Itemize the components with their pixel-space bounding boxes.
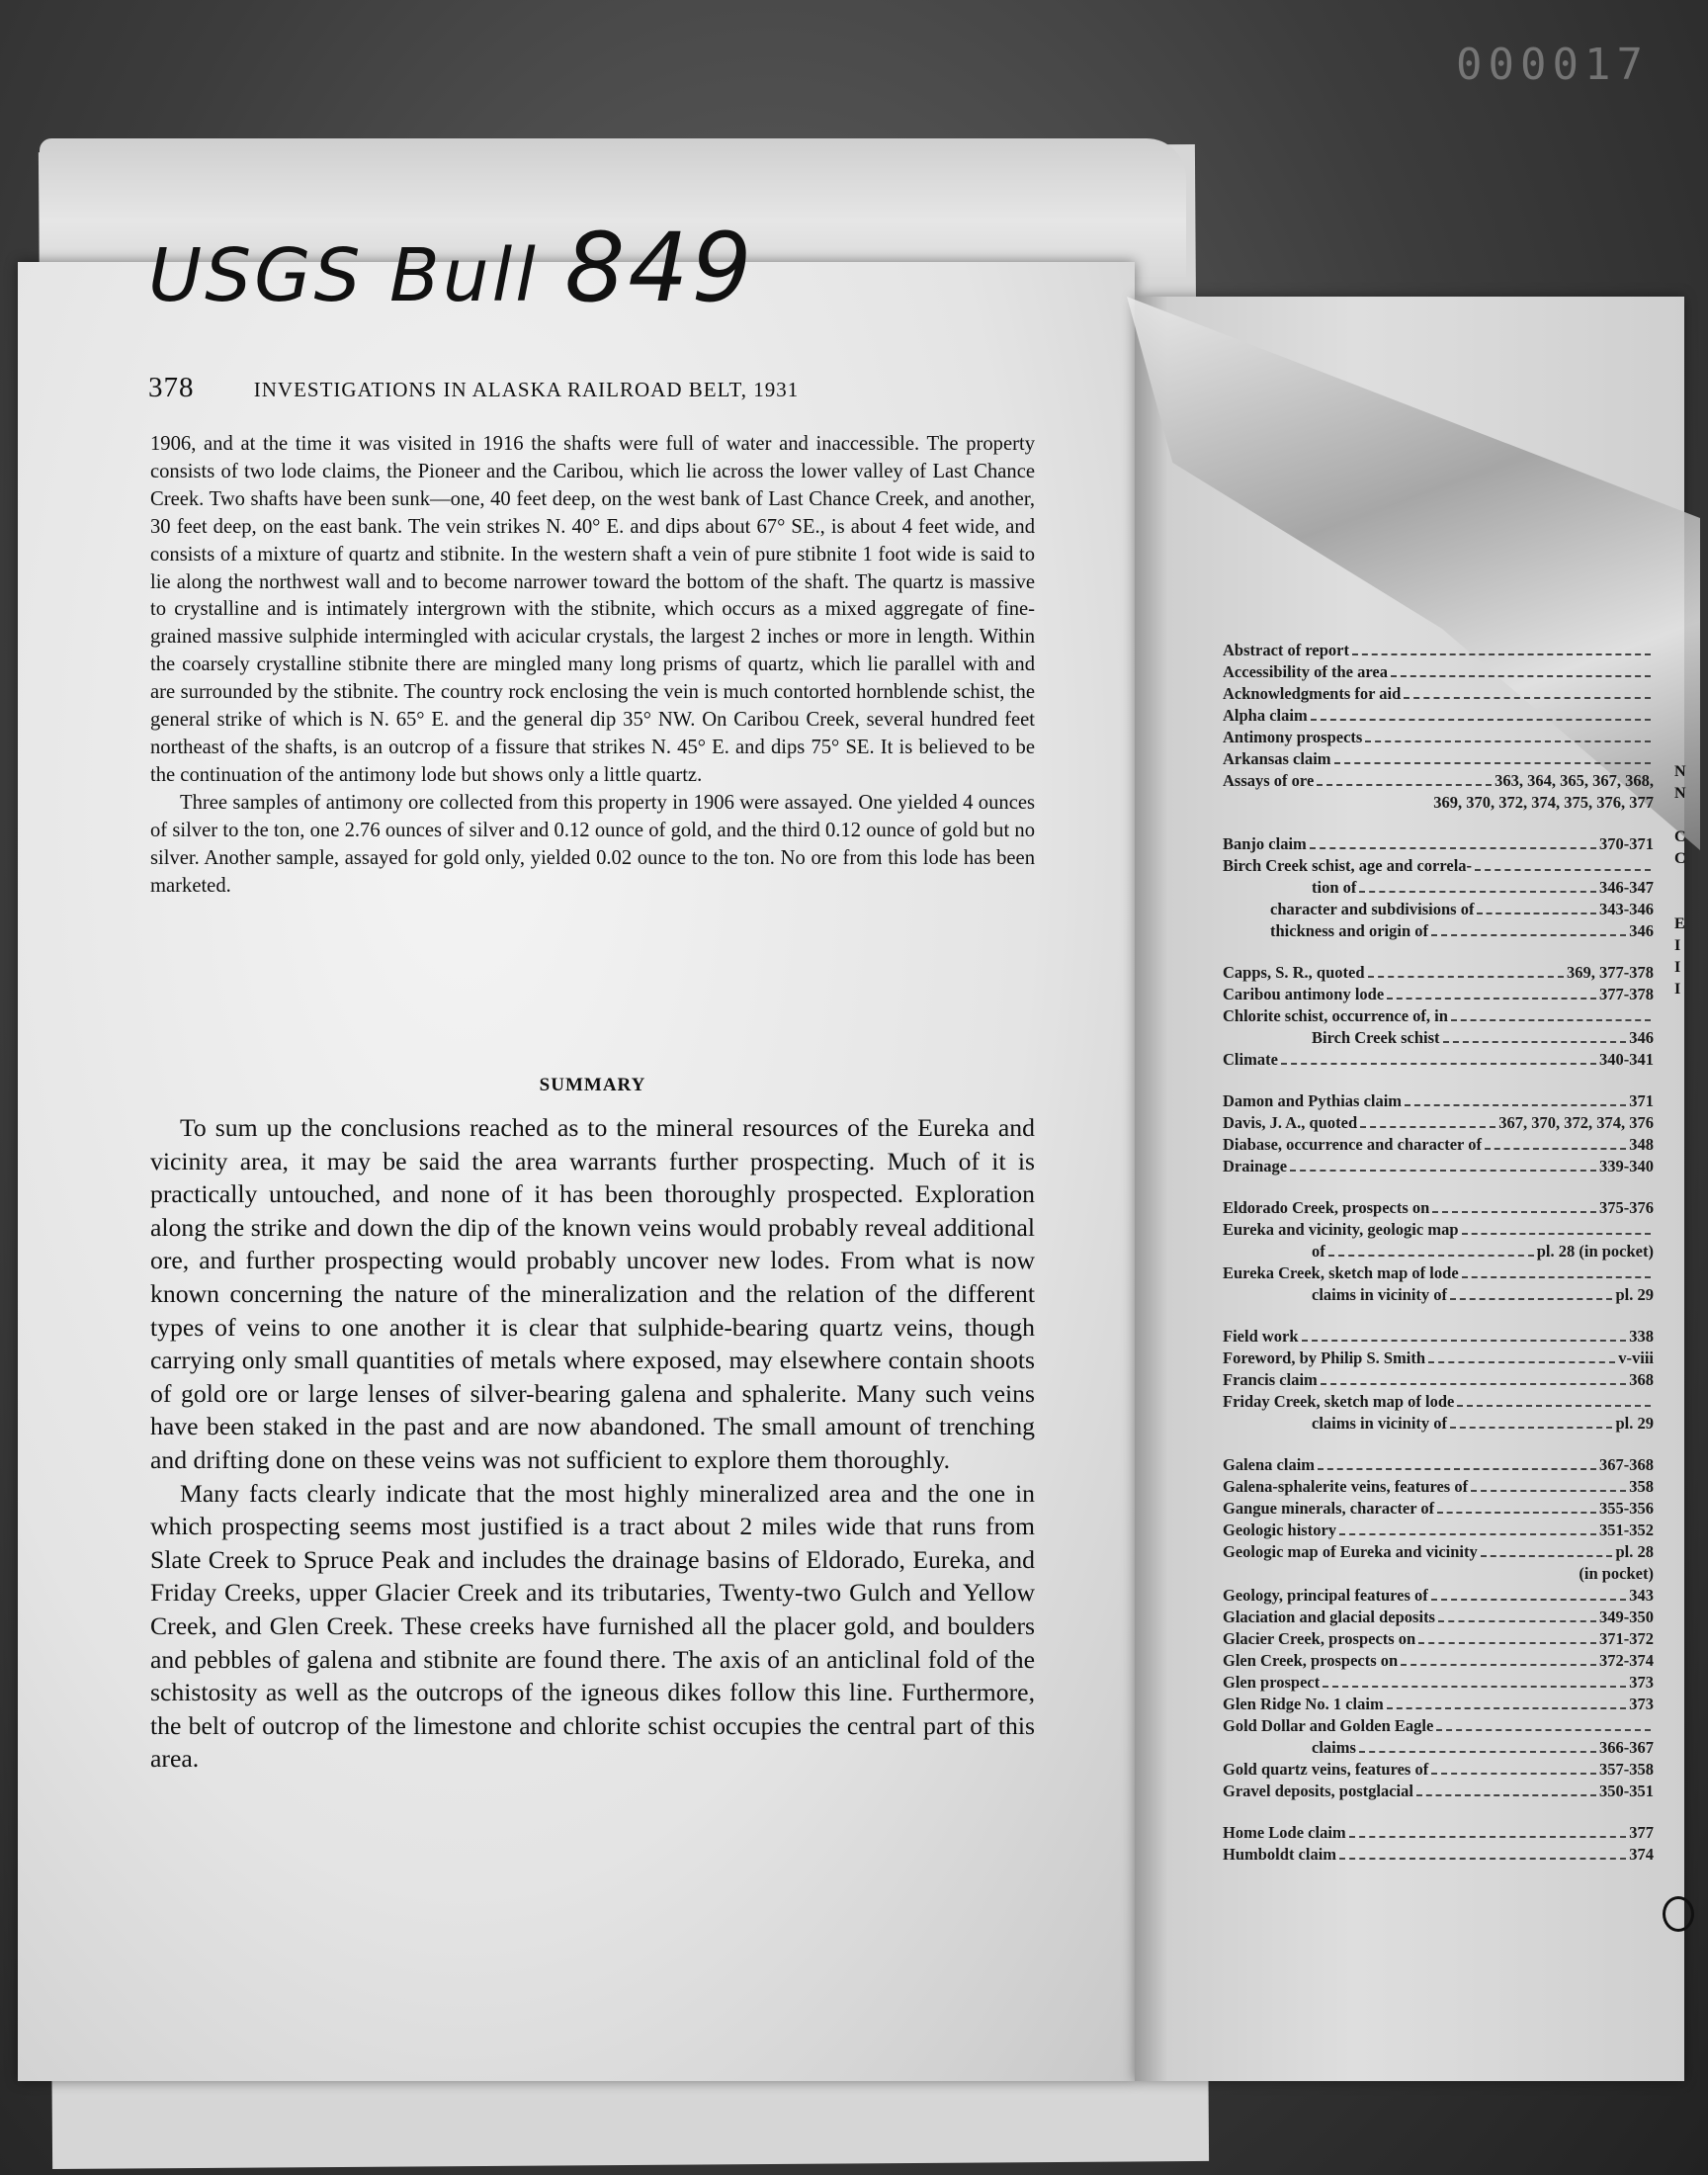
edge-letter: C [1674, 828, 1686, 845]
index-leader-dots [1450, 1298, 1612, 1300]
index-entry [1223, 1542, 1654, 1564]
index-leader-dots [1404, 697, 1651, 699]
index-leader-dots [1401, 1664, 1596, 1666]
index-entry-label: Glen prospect [1223, 1673, 1321, 1692]
index-entry-page: 343-346 [1599, 900, 1654, 918]
index-entry [1223, 1028, 1654, 1050]
index-leader-dots [1471, 1490, 1626, 1492]
index-leader-dots [1359, 891, 1596, 893]
index-entry [1223, 1716, 1654, 1738]
index-group-gap [1223, 815, 1654, 834]
index-entry [1223, 1113, 1654, 1135]
index-entry-page: 373 [1629, 1695, 1654, 1713]
index-entry-page: 338 [1629, 1327, 1654, 1346]
index-entry-label: Gold quartz veins, features of [1223, 1760, 1429, 1779]
index-entry-page: 349-350 [1599, 1608, 1654, 1626]
index-entry [1223, 641, 1654, 662]
index-entry-label: Gold Dollar and Golden Eagle [1223, 1716, 1434, 1735]
index-leader-dots [1485, 1148, 1626, 1150]
index-entry-page: 355-356 [1599, 1499, 1654, 1518]
index-leader-dots [1323, 1686, 1626, 1688]
index-entry [1223, 1348, 1654, 1370]
index-entry [1223, 1586, 1654, 1608]
index-leader-dots [1352, 653, 1651, 655]
index-entry-label: Birch Creek schist, age and correla- [1223, 856, 1473, 875]
index-entry [1223, 1220, 1654, 1242]
cropped-edge-letters [1674, 761, 1686, 1000]
index-entry-page: 340-341 [1599, 1050, 1654, 1069]
index-entry [1223, 1392, 1654, 1414]
edge-letter: I [1674, 959, 1681, 976]
index-entry-label: thickness and origin of [1270, 921, 1428, 940]
index-entry [1223, 1135, 1654, 1157]
index-entry [1223, 1499, 1654, 1521]
running-header [148, 372, 1038, 404]
index-leader-dots [1443, 1041, 1627, 1043]
index-entry [1223, 1782, 1654, 1803]
index-entry-label: tion of [1312, 878, 1357, 897]
index-entry-label: Friday Creek, sketch map of lode [1223, 1392, 1455, 1411]
index-leader-dots [1391, 675, 1651, 677]
index-leader-dots [1428, 1361, 1615, 1363]
index-leader-dots [1321, 1383, 1626, 1385]
index-entry [1223, 1050, 1654, 1072]
index-entry-page: 346-347 [1599, 878, 1654, 897]
index-entry-label: Field work [1223, 1327, 1299, 1346]
index-entry [1223, 900, 1654, 921]
index-entry-label: Galena-sphalerite veins, features of [1223, 1477, 1469, 1496]
edge-letter: I [1674, 981, 1681, 998]
index-leader-dots [1359, 1751, 1596, 1753]
index-entry [1223, 834, 1654, 856]
index-leader-dots [1475, 869, 1651, 871]
index-entry [1223, 1738, 1654, 1760]
index-leader-dots [1339, 1858, 1626, 1860]
index-entry-label: Accessibility of the area [1223, 662, 1388, 681]
body-paragraph: 1906, and at the time it was visited in 1916 the shafts were full of water and inaccessible. The property consists of two lode claims, the Pioneer and the Caribou, which lie across the lower valley of Last Chance Creek. Two shafts have been sunk—one, 40 feet deep, on the west bank of Last Chance Creek, and another, 30 feet deep, on the east bank. The vein strikes N. 40° E. and dips about 67° SE., is about 4 feet wide, and consists of a mixture of quartz and stibnite. In the western shaft a vein of pure stibnite 1 foot wide is said to lie along the northwest wall and to become narrower toward the bottom of the shaft. The quartz is massive to crystalline and is intimately intergrown with the stibnite, which occurs as a mixed aggregate of fine-grained massive sulphide intermingled with acicular crystals, the largest 2 inches or more in length. Within the coarsely crystalline stibnite there are mingled many long prisms of quartz, which lie parallel with and are surrounded by the stibnite. The country rock enclosing the vein is much contorted hornblende schist, the general strike of which is N. 65° E. and the general dip 35° NW. On Caribou Creek, several hundred feet northeast of the shafts, is an outcrop of a fissure that strikes N. 45° E. and dips 75° SE. It is believed to be the continuation of the antimony lode but shows only a little quartz. [150, 433, 1035, 786]
index-leader-dots [1432, 1211, 1596, 1213]
index-leader-dots [1462, 1276, 1651, 1278]
circle-mark [1663, 1896, 1694, 1932]
index-entry [1223, 1285, 1654, 1307]
index-entry-label: Gangue minerals, character of [1223, 1499, 1435, 1518]
index-entry [1223, 1198, 1654, 1220]
index-entry-page: 339-340 [1599, 1157, 1654, 1175]
index-entry-label: Climate [1223, 1050, 1278, 1069]
index-entry [1223, 1242, 1654, 1263]
summary-paragraph: To sum up the conclusions reached as to the mineral resources of the Eureka and vicinity area, it may be said the area warrants further prospecting. Much of it is practically untouched, and none of it has been thoroughly prospected. Exploration along the strike and down the dip of the known veins would probably reveal additional ore, and further prospecting would probably uncover new lodes. From what is now known concerning the nature of the mineralization and the relation of the different types of veins to one another it is clear that sulphide-bearing quartz veins, though carrying only small quantities of metals where exposed, may elsewhere contain shoots of gold ore or large lenses of silver-bearing galena and sphalerite. Many such veins have been staked in the past and are now abandoned. The small amount of trenching and drifting done on these veins was not sufficient to explore them thoroughly. [150, 1113, 1035, 1474]
body-paragraph: Three samples of antimony ore collected from this property in 1906 were assayed. One yielded 4 ounces of silver to the ton, one 2.76 ounces of silver and 0.12 ounce of gold, and the third 0.12 ounce of gold but no silver. Another sample, assayed for gold only, yielded 0.02 ounce to the ton. No ore from this lode has been marketed. [150, 791, 1035, 897]
running-title: INVESTIGATIONS IN ALASKA RAILROAD BELT, 1931 [253, 378, 800, 401]
index-leader-dots [1302, 1340, 1627, 1342]
index-entry-label: Assays of ore [1223, 771, 1315, 790]
index-leader-dots [1365, 740, 1651, 742]
index-entry [1223, 1629, 1654, 1651]
edge-letter: I [1674, 937, 1681, 954]
index-entry-page: 366-367 [1599, 1738, 1654, 1757]
index-entry [1223, 793, 1654, 815]
index-leader-dots [1450, 1427, 1612, 1429]
index-entry [1223, 921, 1654, 943]
index-entry-label: Eureka Creek, sketch map of lode [1223, 1263, 1459, 1282]
index-entry-label: Capps, S. R., quoted [1223, 963, 1365, 982]
index-entry-label: Geologic history [1223, 1521, 1337, 1539]
index-entry-page: 367-368 [1599, 1455, 1654, 1474]
index-entry [1223, 728, 1654, 749]
index-entry-label: Alpha claim [1223, 706, 1308, 725]
index-entry [1223, 1845, 1654, 1867]
index-entry [1223, 1521, 1654, 1542]
index-leader-dots [1317, 784, 1492, 786]
index-leader-dots [1311, 719, 1651, 721]
index-entry-page: 377-378 [1599, 985, 1654, 1003]
index-group-gap [1223, 1803, 1654, 1823]
index-leader-dots [1431, 934, 1626, 936]
index-leader-dots [1462, 1233, 1651, 1235]
index-leader-dots [1457, 1405, 1651, 1407]
index-leader-dots [1431, 1599, 1626, 1601]
index-entry-page: v-viii [1618, 1348, 1654, 1367]
edge-letter: N [1674, 763, 1686, 780]
index-group-gap [1223, 943, 1654, 963]
index-leader-dots [1334, 762, 1651, 764]
index-entry-label: character and subdivisions of [1270, 900, 1475, 918]
index-entry-page: 374 [1629, 1845, 1654, 1864]
handwritten-note-number: 849 [564, 213, 755, 323]
index-group-gap [1223, 1178, 1654, 1198]
index-entry [1223, 1414, 1654, 1436]
section-heading: SUMMARY [539, 1075, 646, 1095]
index-entry [1223, 985, 1654, 1006]
index-entry-label: Home Lode claim [1223, 1823, 1346, 1842]
index-leader-dots [1405, 1104, 1626, 1106]
index-entry-label: Glen Creek, prospects on [1223, 1651, 1399, 1670]
handwritten-note [148, 213, 755, 323]
index-entry-label: Davis, J. A., quoted [1223, 1113, 1358, 1132]
page-number: 378 [148, 372, 195, 403]
index-entry [1223, 771, 1654, 793]
index-entry-label: Caribou antimony lode [1223, 985, 1385, 1003]
index-entry [1223, 1091, 1654, 1113]
index-entry-page: 346 [1629, 1028, 1654, 1047]
summary-text [150, 1111, 1035, 1776]
index-entry-page: 370-371 [1599, 834, 1654, 853]
index-entry-page: pl. 28 (in pocket) [1536, 1242, 1654, 1261]
index-entry [1223, 878, 1654, 900]
index-entry-page: 343 [1629, 1586, 1654, 1605]
index-leader-dots [1290, 1170, 1596, 1172]
index-entry-label: Foreword, by Philip S. Smith [1223, 1348, 1426, 1367]
index-entry-page: 357-358 [1599, 1760, 1654, 1779]
index-entry-page: 358 [1629, 1477, 1654, 1496]
edge-letter: N [1674, 785, 1686, 802]
index-entry-label: Diabase, occurrence and character of [1223, 1135, 1482, 1154]
index-entry-label: Birch Creek schist [1312, 1028, 1440, 1047]
index-entry-label: Damon and Pythias claim [1223, 1091, 1403, 1110]
index-entry [1223, 1157, 1654, 1178]
index-entry-label: Gravel deposits, postglacial [1223, 1782, 1413, 1800]
index-entry-page: 371-372 [1599, 1629, 1654, 1648]
index-leader-dots [1318, 1468, 1596, 1470]
index-entry-page: 368 [1629, 1370, 1654, 1389]
index-entry-label: Francis claim [1223, 1370, 1318, 1389]
index-entry-page: 373 [1629, 1673, 1654, 1692]
index-entry-page: pl. 29 [1615, 1285, 1654, 1304]
index-leader-dots [1281, 1063, 1596, 1065]
index-entry-page: 346 [1629, 921, 1654, 940]
index-entry [1223, 1263, 1654, 1285]
index-entry-page: 351-352 [1599, 1521, 1654, 1539]
index-entry [1223, 1455, 1654, 1477]
index-entry-label: Arkansas claim [1223, 749, 1331, 768]
index-entry-label: claims [1312, 1738, 1356, 1757]
index-leader-dots [1437, 1512, 1596, 1514]
index-leader-dots [1416, 1794, 1596, 1796]
index-leader-dots [1477, 913, 1596, 914]
index-entry [1223, 1608, 1654, 1629]
index-entry [1223, 1564, 1654, 1586]
edge-letter [1674, 892, 1686, 914]
body-text [150, 431, 1035, 900]
index-entry [1223, 1760, 1654, 1782]
index-entry-page: pl. 28 [1615, 1542, 1654, 1561]
index-entry-label: Glen Ridge No. 1 claim [1223, 1695, 1384, 1713]
index-entry [1223, 1695, 1654, 1716]
index-entry [1223, 856, 1654, 878]
index-leader-dots [1360, 1126, 1495, 1128]
index-leader-dots [1387, 998, 1596, 1000]
index-leader-dots [1349, 1836, 1627, 1838]
index-entry-label: Galena claim [1223, 1455, 1316, 1474]
index-entry-label: Antimony prospects [1223, 728, 1363, 746]
index-leader-dots [1387, 1707, 1627, 1709]
index-entry [1223, 749, 1654, 771]
index-entry-label: claims in vicinity of [1312, 1414, 1448, 1433]
index-entry [1223, 963, 1654, 985]
index-leader-dots [1438, 1620, 1596, 1622]
index-entry-page: 350-351 [1599, 1782, 1654, 1800]
index-entry-label: of [1312, 1242, 1325, 1261]
index-entry-page: 369, 377-378 [1567, 963, 1654, 982]
edge-letter [1674, 870, 1686, 892]
index-entry-page: 372-374 [1599, 1651, 1654, 1670]
index-leader-dots [1328, 1255, 1534, 1257]
index-entry-page: 369, 370, 372, 374, 375, 376, 377 [1433, 793, 1654, 812]
index-entry-page: 367, 370, 372, 374, 376 [1498, 1113, 1654, 1132]
index-entry-page: 363, 364, 365, 367, 368, [1494, 771, 1654, 790]
index-leader-dots [1339, 1533, 1596, 1535]
index-entry-page: pl. 29 [1615, 1414, 1654, 1433]
index-entry [1223, 662, 1654, 684]
index-entry [1223, 1823, 1654, 1845]
index-entry-page: 375-376 [1599, 1198, 1654, 1217]
index-entry-label: Drainage [1223, 1157, 1288, 1175]
index-entry-label: claims in vicinity of [1312, 1285, 1448, 1304]
index-entry [1223, 1370, 1654, 1392]
index-entry-page: 377 [1629, 1823, 1654, 1842]
index-entry-label: Abstract of report [1223, 641, 1349, 659]
index-leader-dots [1368, 976, 1564, 978]
index-entry [1223, 1651, 1654, 1673]
index-group-gap [1223, 1436, 1654, 1455]
index-column [1223, 641, 1654, 1867]
handwritten-note-text: USGS Bull [148, 233, 539, 318]
index-entry-label: Acknowledgments for aid [1223, 684, 1402, 703]
index-entry-page: 371 [1629, 1091, 1654, 1110]
index-entry [1223, 1673, 1654, 1695]
edge-letter: C [1674, 850, 1686, 867]
index-leader-dots [1310, 847, 1596, 849]
index-leader-dots [1431, 1773, 1596, 1775]
index-entry [1223, 684, 1654, 706]
index-leader-dots [1418, 1642, 1596, 1644]
edge-letter [1674, 805, 1686, 826]
index-entry-label: Geologic map of Eureka and vicinity [1223, 1542, 1478, 1561]
index-leader-dots [1481, 1555, 1613, 1557]
index-entry-label: Geology, principal features of [1223, 1586, 1428, 1605]
index-entry [1223, 1006, 1654, 1028]
archive-stamp: 000017 [1456, 40, 1649, 90]
index-leader-dots [1451, 1019, 1651, 1021]
index-entry-label: Chlorite schist, occurrence of, in [1223, 1006, 1448, 1025]
index-entry [1223, 1327, 1654, 1348]
index-entry-page: 348 [1629, 1135, 1654, 1154]
index-leader-dots [1436, 1729, 1651, 1731]
index-entry-label: Glaciation and glacial deposits [1223, 1608, 1435, 1626]
index-group-gap [1223, 1307, 1654, 1327]
index-entry-label: Humboldt claim [1223, 1845, 1337, 1864]
index-entry-label: Eureka and vicinity, geologic map [1223, 1220, 1459, 1239]
index-entry-page: (in pocket) [1579, 1564, 1654, 1583]
index-entry [1223, 1477, 1654, 1499]
index-group-gap [1223, 1072, 1654, 1091]
index-entry-label: Glacier Creek, prospects on [1223, 1629, 1416, 1648]
index-entry-label: Eldorado Creek, prospects on [1223, 1198, 1430, 1217]
index-entry [1223, 706, 1654, 728]
summary-paragraph: Many facts clearly indicate that the most highly mineralized area and the one in which prospecting seems most justified is a tract about 2 miles wide that runs from Slate Creek to Spruce Peak and includes the drainage basins of Eldorado, Eureka, and Friday Creeks, upper Glacier Creek and its tributaries, Twenty-two Gulch and Yellow Creek, and Glen Creek. These creeks have furnished all the placer gold, and boulders and pebbles of galena and stibnite are found there. The axis of an anticlinal fold of the schistosity as well as the outcrops of the igneous dikes follow this line. Furthermore, the belt of outcrop of the limestone and chlorite schist occupies the central part of this area. [150, 1478, 1035, 1774]
index-entry-label: Banjo claim [1223, 834, 1307, 853]
edge-letter: E [1674, 915, 1685, 932]
